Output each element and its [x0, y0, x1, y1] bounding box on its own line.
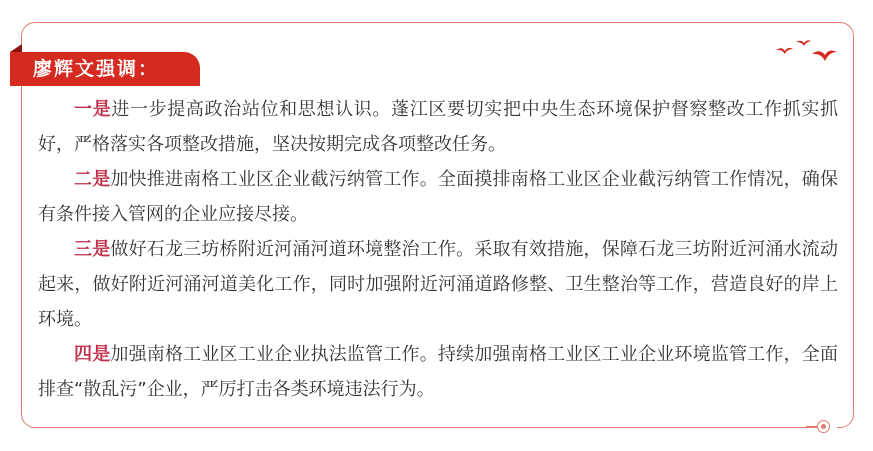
frame-end-dot: [821, 424, 826, 429]
frame-end-line: [806, 426, 817, 428]
title-tab-fold: [10, 44, 22, 52]
paragraph-2-lead: 二是: [74, 169, 111, 190]
paragraph-2-text: 加快推进南格工业区企业截污纳管工作。全面摸排南格工业区企业截污纳管工作情况，确保有条件接入管网的企业应接尽接。: [38, 169, 838, 225]
paragraph-4-lead: 四是: [74, 344, 111, 365]
paragraph-1: [38, 92, 838, 162]
article-body: [38, 92, 838, 407]
paragraph-3-text: 做好石龙三坊桥附近河涌河道环境整治工作。采取有效措施，保障石龙三坊附近河涌水流动起来，做好附近河涌河道美化工作，同时加强附近河涌道路修整、卫生整治等工作，营造良好的岸上环境。: [38, 239, 838, 330]
birds-icon: [774, 36, 840, 66]
section-title: 廖辉文强调：: [33, 58, 160, 80]
paragraph-4: [38, 337, 838, 407]
paragraph-1-text: 进一步提高政治站位和思想认识。蓬江区要切实把中央生态环境保护督察整改工作抓实抓好，严格落实各项整改措施，坚决按期完成各项整改任务。: [38, 99, 839, 155]
paragraph-3-lead: 三是: [74, 239, 111, 260]
paragraph-3: [38, 232, 838, 337]
paragraph-1-lead: 一是: [74, 99, 112, 120]
paragraph-4-text: 加强南格工业区工业企业执法监管工作。持续加强南格工业区工业企业环境监管工作，全面排查“散乱污”企业，严厉打击各类环境违法行为。: [38, 344, 838, 400]
paragraph-2: [38, 162, 838, 232]
